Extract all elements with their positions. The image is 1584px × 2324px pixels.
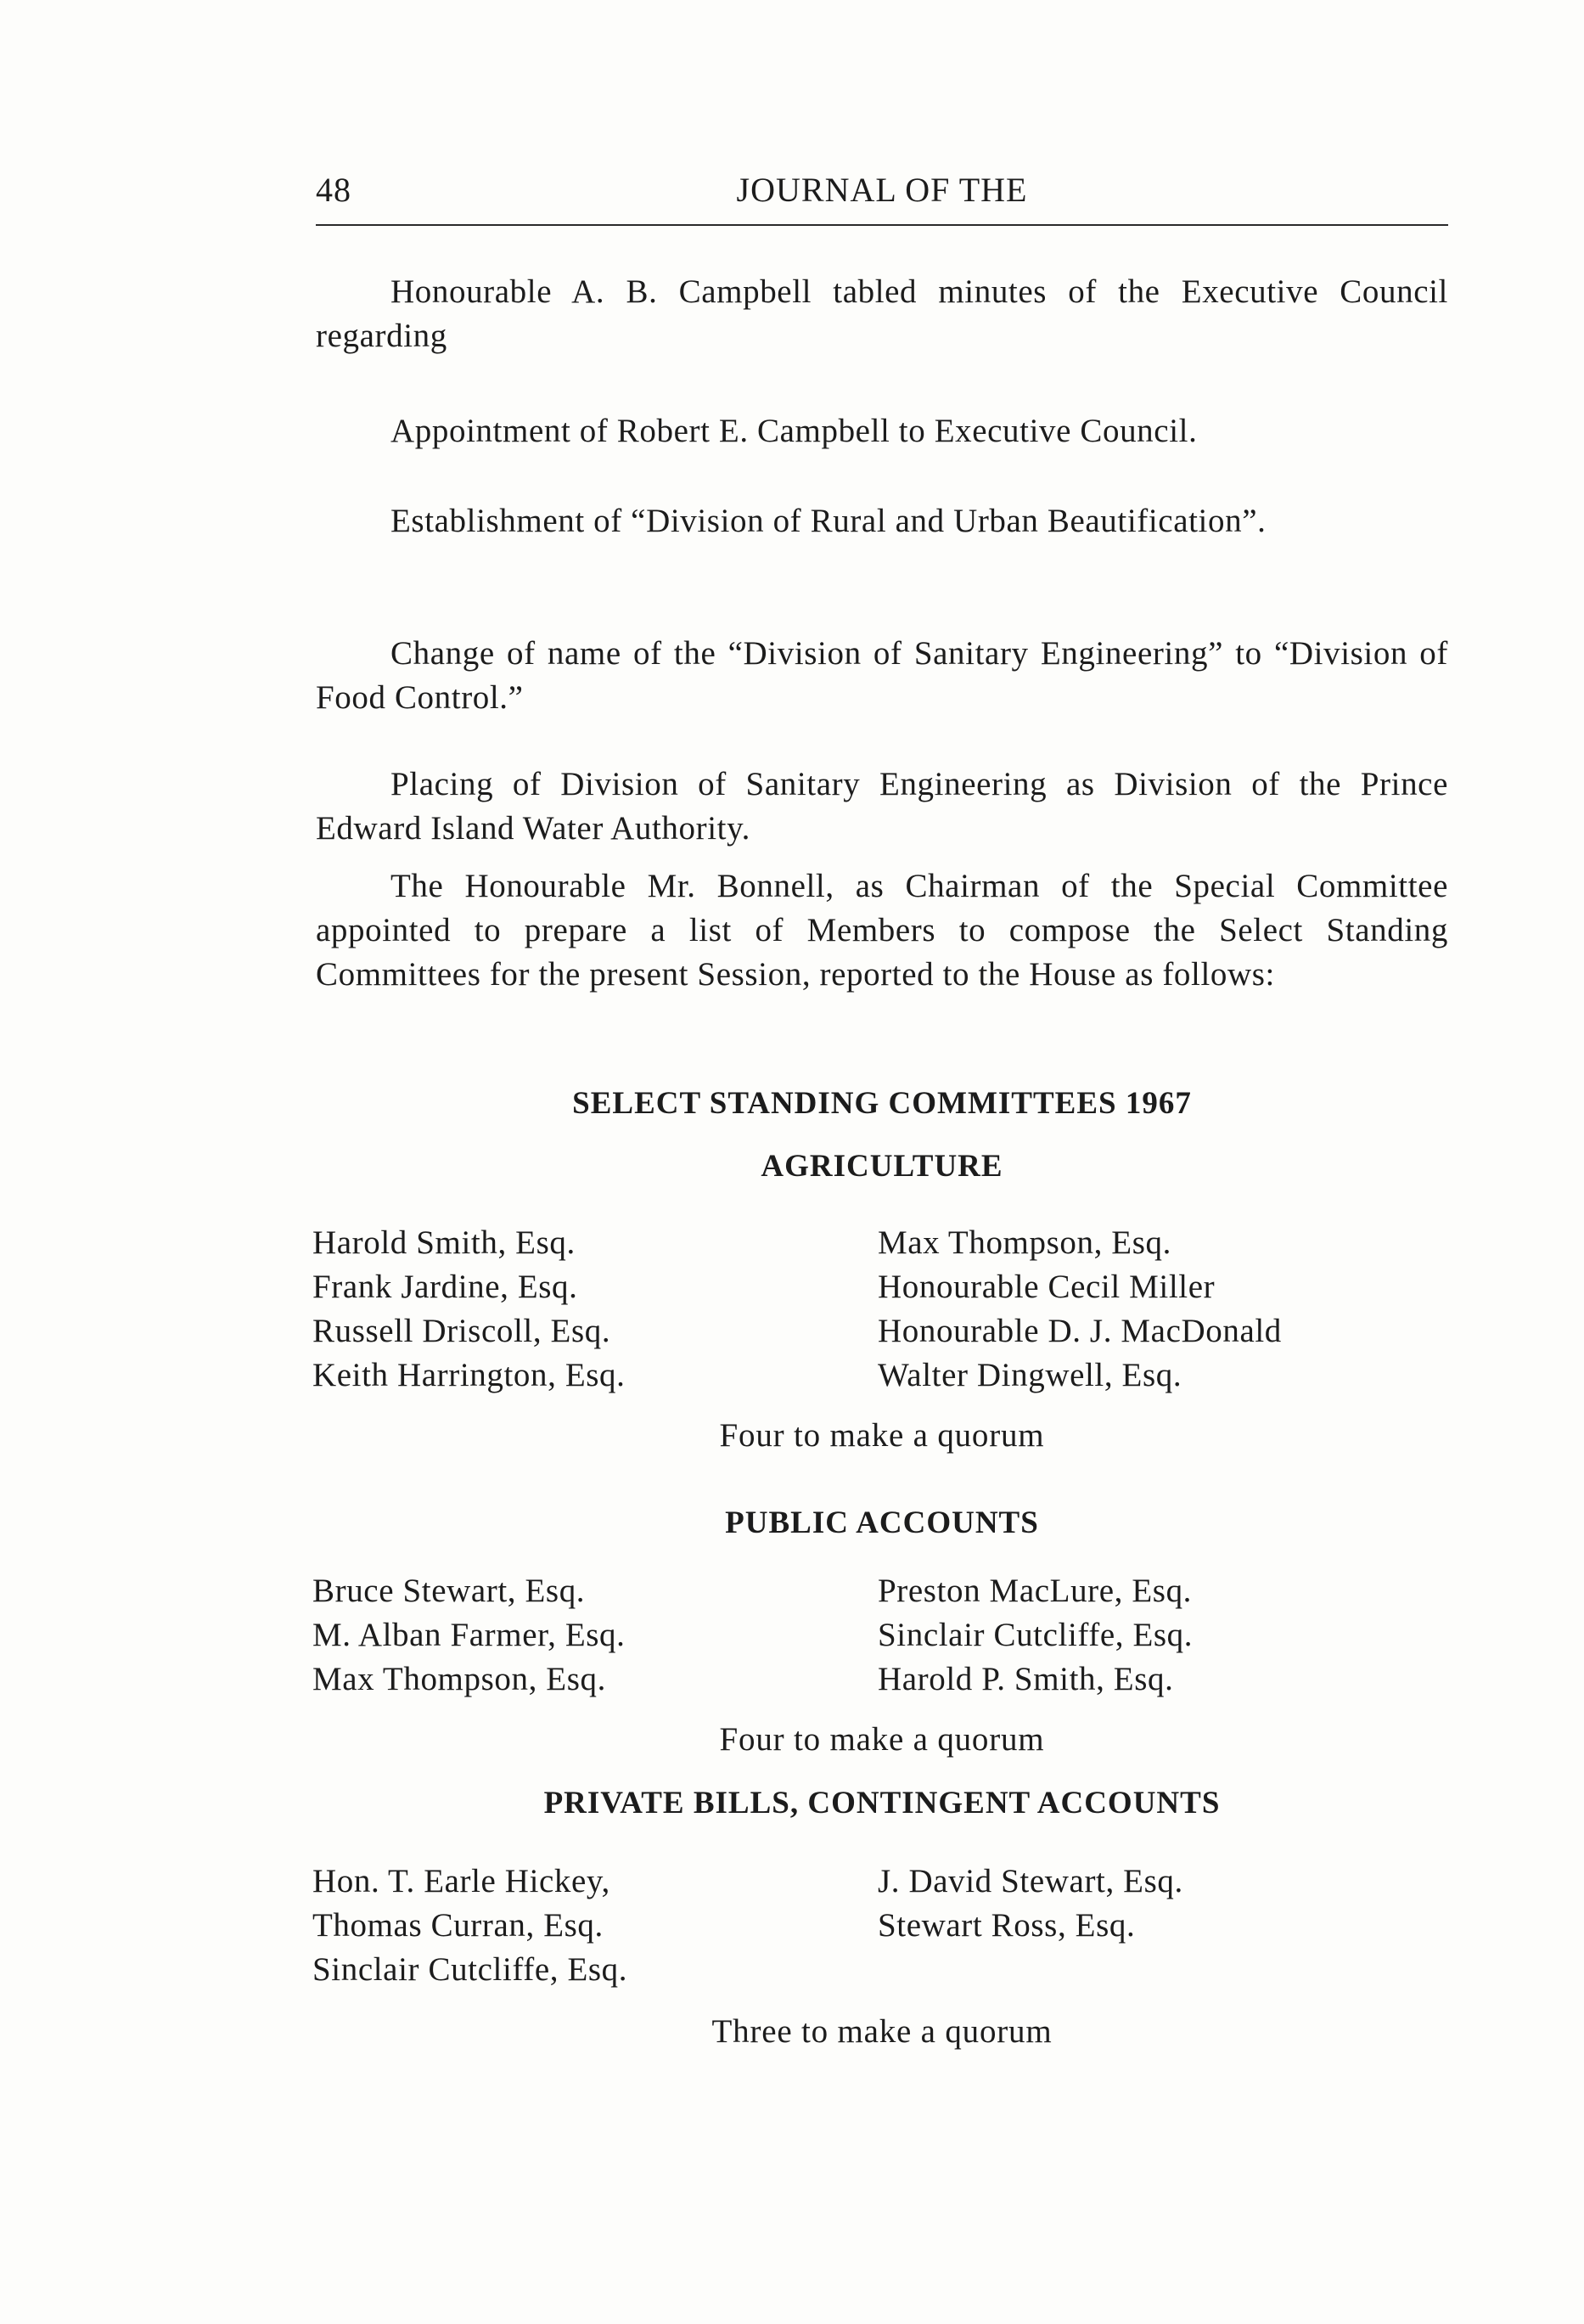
member-name: Max Thompson, Esq. (312, 1661, 606, 1697)
member-name: Stewart Ross, Esq. (878, 1907, 1136, 1944)
committee-heading-agriculture: AGRICULTURE (761, 1149, 1003, 1184)
paragraph-placing: Placing of Division of Sanitary Engineering as Division of the Prince Edward Island Water Authority. (316, 766, 1448, 847)
member-name: Keith Harrington, Esq. (312, 1357, 626, 1393)
paragraph-tabled-minutes: Honourable A. B. Campbell tabled minutes of the Executive Council regarding (316, 273, 1448, 354)
private-bills-quorum: Three to make a quorum (711, 2013, 1053, 2050)
member-name: J. David Stewart, Esq. (878, 1863, 1183, 1899)
running-title: JOURNAL OF THE (736, 171, 1028, 209)
select-committees-heading: SELECT STANDING COMMITTEES 1967 (572, 1086, 1192, 1121)
member-name: Walter Dingwell, Esq. (878, 1357, 1182, 1393)
member-name: Hon. T. Earle Hickey, (312, 1863, 610, 1899)
committee-heading-public-accounts: PUBLIC ACCOUNTS (725, 1505, 1039, 1540)
paragraph-bonnell-report: The Honourable Mr. Bonnell, as Chairman of the Special Committee appointed to prepare a list of Members to compose the Select Standing Committees for the present Session, reported to the House as follows: (316, 868, 1448, 993)
running-header (316, 170, 1448, 217)
agriculture-quorum: Four to make a quorum (719, 1417, 1045, 1454)
member-name: Sinclair Cutcliffe, Esq. (312, 1951, 628, 1988)
member-name: Bruce Stewart, Esq. (312, 1573, 586, 1609)
member-name: Harold Smith, Esq. (312, 1224, 576, 1261)
public-accounts-members-right (878, 1569, 1193, 1702)
member-name: M. Alban Farmer, Esq. (312, 1617, 626, 1653)
paragraph-establishment: Establishment of “Division of Rural and Urban Beautification”. (390, 503, 1267, 539)
member-name: Sinclair Cutcliffe, Esq. (878, 1617, 1194, 1653)
committee-heading-private-bills: PRIVATE BILLS, CONTINGENT ACCOUNTS (543, 1786, 1221, 1820)
member-name: Thomas Curran, Esq. (312, 1907, 604, 1944)
agriculture-members-right (878, 1221, 1282, 1398)
paragraph-change-of-name: Change of name of the “Division of Sanitary Engineering” to “Division of Food Control.” (316, 635, 1448, 716)
member-name: Honourable D. J. MacDonald (878, 1313, 1282, 1349)
agriculture-members-left (312, 1221, 625, 1398)
page-number: 48 (316, 171, 351, 209)
member-name: Harold P. Smith, Esq. (878, 1661, 1174, 1697)
public-accounts-members-left (312, 1569, 626, 1702)
header-rule (316, 224, 1448, 226)
member-name: Russell Driscoll, Esq. (312, 1313, 611, 1349)
private-bills-members-right (878, 1860, 1183, 1948)
member-name: Preston MacLure, Esq. (878, 1573, 1193, 1609)
member-name: Frank Jardine, Esq. (312, 1269, 578, 1305)
private-bills-members-left (312, 1860, 627, 1992)
paragraph-appointment: Appointment of Robert E. Campbell to Executive Council. (390, 413, 1198, 449)
member-name: Max Thompson, Esq. (878, 1224, 1171, 1261)
member-name: Honourable Cecil Miller (878, 1269, 1216, 1305)
public-accounts-quorum: Four to make a quorum (719, 1721, 1045, 1758)
